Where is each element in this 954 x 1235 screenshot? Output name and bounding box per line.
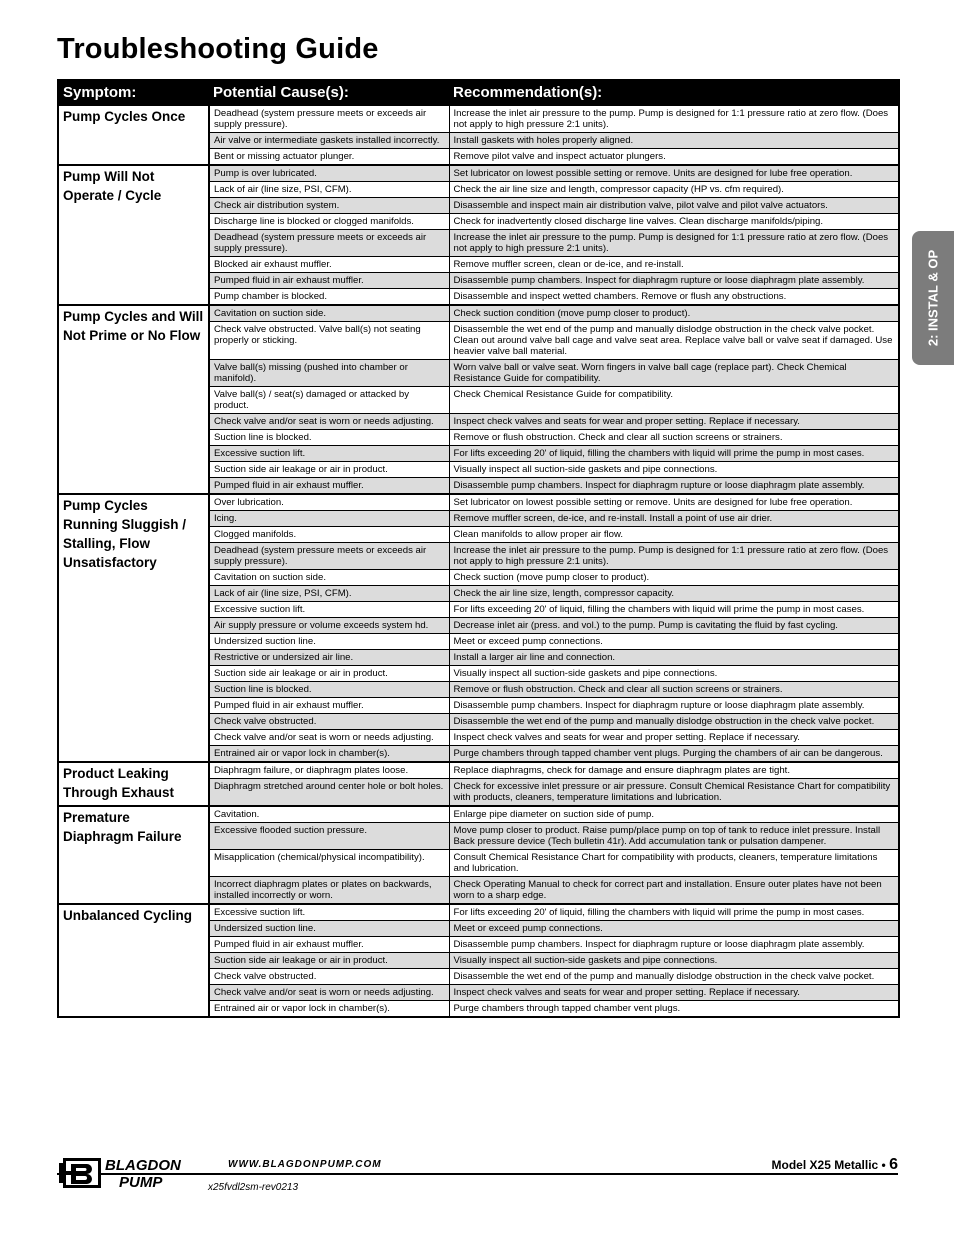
- page-title: Troubleshooting Guide: [57, 33, 379, 65]
- cause-cell: Check valve obstructed. Valve ball(s) not seating properly or sticking.: [209, 322, 449, 360]
- table-header-row: [58, 80, 899, 105]
- recommendation-cell: Install a larger air line and connection.: [449, 650, 899, 666]
- recommendation-cell: Disassemble and inspect main air distribution valve, pilot valve and pilot valve actuators.: [449, 198, 899, 214]
- cause-cell: Entrained air or vapor lock in chamber(s).: [209, 746, 449, 763]
- cause-cell: Suction side air leakage or air in product.: [209, 462, 449, 478]
- cause-cell: Excessive flooded suction pressure.: [209, 823, 449, 850]
- cause-cell: Suction line is blocked.: [209, 430, 449, 446]
- cause-cell: Undersized suction line.: [209, 634, 449, 650]
- recommendation-cell: Meet or exceed pump connections.: [449, 634, 899, 650]
- recommendation-cell: Worn valve ball or valve seat. Worn fingers in valve ball cage (replace part). Check Chemical Resistance Guide for compatibility.: [449, 360, 899, 387]
- cause-cell: Excessive suction lift.: [209, 904, 449, 921]
- cause-cell: Blocked air exhaust muffler.: [209, 257, 449, 273]
- recommendation-cell: Check suction (move pump closer to product).: [449, 570, 899, 586]
- recommendation-cell: Increase the inlet air pressure to the pump. Pump is designed for 1:1 pressure ratio at zero flow. (Does not apply to high pressure 2:1 units).: [449, 543, 899, 570]
- table-row: [58, 105, 899, 133]
- recommendation-cell: Remove pilot valve and inspect actuator plungers.: [449, 149, 899, 166]
- cause-cell: Valve ball(s) missing (pushed into chamber or manifold).: [209, 360, 449, 387]
- recommendation-cell: Visually inspect all suction-side gaskets and pipe connections.: [449, 953, 899, 969]
- cause-cell: Incorrect diaphragm plates or plates on backwards, installed incorrectly or worn.: [209, 877, 449, 905]
- cause-cell: Check valve obstructed.: [209, 969, 449, 985]
- cause-cell: Check air distribution system.: [209, 198, 449, 214]
- cause-cell: Excessive suction lift.: [209, 446, 449, 462]
- cause-cell: Discharge line is blocked or clogged manifolds.: [209, 214, 449, 230]
- cause-cell: Suction side air leakage or air in product.: [209, 666, 449, 682]
- website-link[interactable]: WWW.BLAGDONPUMP.COM: [228, 1159, 382, 1170]
- cause-cell: Pump is over lubricated.: [209, 165, 449, 182]
- recommendation-cell: Remove muffler screen, clean or de-ice, and re-install.: [449, 257, 899, 273]
- cause-cell: Excessive suction lift.: [209, 602, 449, 618]
- recommendation-cell: Enlarge pipe diameter on suction side of pump.: [449, 806, 899, 823]
- model-name: Model X25 Metallic •: [771, 1158, 886, 1172]
- recommendation-cell: For lifts exceeding 20' of liquid, filling the chambers with liquid will prime the pump in most cases.: [449, 904, 899, 921]
- recommendation-cell: Visually inspect all suction-side gaskets and pipe connections.: [449, 666, 899, 682]
- cause-cell: Over lubrication.: [209, 494, 449, 511]
- symptom-cell: Premature Diaphragm Failure: [58, 806, 209, 904]
- cause-cell: Check valve obstructed.: [209, 714, 449, 730]
- section-tab[interactable]: [912, 231, 954, 365]
- recommendation-cell: Set lubricator on lowest possible setting or remove. Units are designed for lube free operation.: [449, 494, 899, 511]
- page-number: 6: [889, 1156, 898, 1173]
- cause-cell: Pumped fluid in air exhaust muffler.: [209, 937, 449, 953]
- cause-header: Potential Cause(s):: [209, 80, 449, 105]
- recommendation-cell: Disassemble pump chambers. Inspect for diaphragm rupture or loose diaphragm plate assembly.: [449, 478, 899, 495]
- symptom-cell: Product Leaking Through Exhaust: [58, 762, 209, 806]
- recommendation-cell: Check Operating Manual to check for correct part and installation. Ensure outer plates have not been worn to a sharp edge.: [449, 877, 899, 905]
- cause-cell: Check valve and/or seat is worn or needs adjusting.: [209, 414, 449, 430]
- recommendation-cell: Check for inadvertently closed discharge line valves. Clean discharge manifolds/piping.: [449, 214, 899, 230]
- cause-cell: Lack of air (line size, PSI, CFM).: [209, 182, 449, 198]
- cause-cell: Pumped fluid in air exhaust muffler.: [209, 273, 449, 289]
- table-row: [58, 305, 899, 322]
- recommendation-cell: Disassemble the wet end of the pump and manually dislodge obstruction in the check valve pocket.: [449, 969, 899, 985]
- cause-cell: Deadhead (system pressure meets or exceeds air supply pressure).: [209, 105, 449, 133]
- recommendation-cell: Inspect check valves and seats for wear and proper setting. Replace if necessary.: [449, 985, 899, 1001]
- troubleshooting-table: [57, 79, 900, 1018]
- cause-cell: Suction line is blocked.: [209, 682, 449, 698]
- blagdon-pump-logo: [57, 1155, 207, 1191]
- cause-cell: Undersized suction line.: [209, 921, 449, 937]
- symptom-cell: Pump Cycles and Will Not Prime or No Flow: [58, 305, 209, 494]
- recommendation-cell: Disassemble the wet end of the pump and manually dislodge obstruction in the check valve pocket. Clean out around valve ball cage and valve seat area. Replace valve ball or valve seat if damaged. Use heavier valve ball material.: [449, 322, 899, 360]
- recommendation-cell: Check suction condition (move pump closer to product).: [449, 305, 899, 322]
- recommendation-cell: Clean manifolds to allow proper air flow.: [449, 527, 899, 543]
- symptom-cell: Unbalanced Cycling: [58, 904, 209, 1017]
- symptom-header: Symptom:: [58, 80, 209, 105]
- cause-cell: Pump chamber is blocked.: [209, 289, 449, 306]
- symptom-cell: Pump Will Not Operate / Cycle: [58, 165, 209, 305]
- recommendation-cell: Disassemble pump chambers. Inspect for diaphragm rupture or loose diaphragm plate assembly.: [449, 698, 899, 714]
- recommendation-cell: Set lubricator on lowest possible setting or remove. Units are designed for lube free operation.: [449, 165, 899, 182]
- cause-cell: Lack of air (line size, PSI, CFM).: [209, 586, 449, 602]
- cause-cell: Cavitation on suction side.: [209, 305, 449, 322]
- cause-cell: Deadhead (system pressure meets or exceeds air supply pressure).: [209, 230, 449, 257]
- cause-cell: Cavitation.: [209, 806, 449, 823]
- document-code: x25fvdl2sm-rev0213: [208, 1182, 299, 1193]
- cause-cell: Deadhead (system pressure meets or exceeds air supply pressure).: [209, 543, 449, 570]
- recommendation-cell: Replace diaphragms, check for damage and ensure diaphragm plates are tight.: [449, 762, 899, 779]
- table-row: [58, 806, 899, 823]
- cause-cell: Misapplication (chemical/physical incompatibility).: [209, 850, 449, 877]
- cause-cell: Pumped fluid in air exhaust muffler.: [209, 478, 449, 495]
- cause-cell: Air valve or intermediate gaskets installed incorrectly.: [209, 133, 449, 149]
- recommendation-cell: Purge chambers through tapped chamber vent plugs.: [449, 1001, 899, 1018]
- recommendation-cell: Disassemble pump chambers. Inspect for diaphragm rupture or loose diaphragm plate assembly.: [449, 937, 899, 953]
- cause-cell: Entrained air or vapor lock in chamber(s).: [209, 1001, 449, 1018]
- cause-cell: Clogged manifolds.: [209, 527, 449, 543]
- recommendation-cell: Check the air line size and length, compressor capacity (HP vs. cfm required).: [449, 182, 899, 198]
- cause-cell: Icing.: [209, 511, 449, 527]
- recommendation-cell: Visually inspect all suction-side gaskets and pipe connections.: [449, 462, 899, 478]
- symptom-cell: Pump Cycles Running Sluggish / Stalling, Flow Unsatisfactory: [58, 494, 209, 762]
- cause-cell: Check valve and/or seat is worn or needs adjusting.: [209, 730, 449, 746]
- recommendation-cell: Move pump closer to product. Raise pump/place pump on top of tank to reduce inlet pressure. Install Back pressure device (Tech bulletin 41r). Add accumulation tank or pulsation dampener.: [449, 823, 899, 850]
- recommendation-cell: Disassemble pump chambers. Inspect for diaphragm rupture or loose diaphragm plate assembly.: [449, 273, 899, 289]
- cause-cell: Diaphragm failure, or diaphragm plates loose.: [209, 762, 449, 779]
- recommendation-cell: Remove or flush obstruction. Check and clear all suction screens or strainers.: [449, 430, 899, 446]
- table-row: [58, 904, 899, 921]
- recommendation-cell: Check the air line size, length, compressor capacity.: [449, 586, 899, 602]
- model-page-label: [772, 1156, 898, 1174]
- recommendation-cell: Install gaskets with holes properly aligned.: [449, 133, 899, 149]
- recommendation-cell: Remove muffler screen, de-ice, and re-install. Install a point of use air drier.: [449, 511, 899, 527]
- recommendation-cell: Inspect check valves and seats for wear and proper setting. Replace if necessary.: [449, 730, 899, 746]
- cause-cell: Air supply pressure or volume exceeds system hd.: [209, 618, 449, 634]
- recommendation-cell: Meet or exceed pump connections.: [449, 921, 899, 937]
- cause-cell: Cavitation on suction side.: [209, 570, 449, 586]
- logo-text-pump: PUMP: [119, 1174, 163, 1191]
- recommendation-cell: Disassemble the wet end of the pump and manually dislodge obstruction in the check valve pocket.: [449, 714, 899, 730]
- recommendation-cell: Consult Chemical Resistance Chart for compatibility with products, cleaners, temperature limitations and lubrication.: [449, 850, 899, 877]
- cause-cell: Check valve and/or seat is worn or needs adjusting.: [209, 985, 449, 1001]
- cause-cell: Pumped fluid in air exhaust muffler.: [209, 698, 449, 714]
- cause-cell: Suction side air leakage or air in product.: [209, 953, 449, 969]
- cause-cell: Diaphragm stretched around center hole or bolt holes.: [209, 779, 449, 807]
- recommendation-cell: For lifts exceeding 20' of liquid, filling the chambers with liquid will prime the pump in most cases.: [449, 602, 899, 618]
- cause-cell: Restrictive or undersized air line.: [209, 650, 449, 666]
- logo-text-blagdon: BLAGDON: [105, 1157, 181, 1174]
- recommendation-cell: Check Chemical Resistance Guide for compatibility.: [449, 387, 899, 414]
- recommendation-cell: Purge chambers through tapped chamber vent plugs. Purging the chambers of air can be dangerous.: [449, 746, 899, 763]
- recommendation-cell: For lifts exceeding 20' of liquid, filling the chambers with liquid will prime the pump in most cases.: [449, 446, 899, 462]
- recommendation-header: Recommendation(s):: [449, 80, 899, 105]
- recommendation-cell: Remove or flush obstruction. Check and clear all suction screens or strainers.: [449, 682, 899, 698]
- table-row: [58, 494, 899, 511]
- cause-cell: Valve ball(s) / seat(s) damaged or attacked by product.: [209, 387, 449, 414]
- recommendation-cell: Check for excessive inlet pressure or air pressure. Consult Chemical Resistance Chart for compatibility with products, cleaners, temperature limitations and lubrication.: [449, 779, 899, 807]
- symptom-cell: Pump Cycles Once: [58, 105, 209, 165]
- table-row: [58, 165, 899, 182]
- recommendation-cell: Inspect check valves and seats for wear and proper setting. Replace if necessary.: [449, 414, 899, 430]
- recommendation-cell: Decrease inlet air (press. and vol.) to the pump. Pump is cavitating the fluid by fast cycling.: [449, 618, 899, 634]
- recommendation-cell: Disassemble and inspect wetted chambers. Remove or flush any obstructions.: [449, 289, 899, 306]
- table-row: [58, 762, 899, 779]
- cause-cell: Bent or missing actuator plunger.: [209, 149, 449, 166]
- section-tab-label: 2: INSTAL & OP: [925, 249, 941, 347]
- recommendation-cell: Increase the inlet air pressure to the pump. Pump is designed for 1:1 pressure ratio at zero flow. (Does not apply to high pressure 2:1 units).: [449, 105, 899, 133]
- recommendation-cell: Increase the inlet air pressure to the pump. Pump is designed for 1:1 pressure ratio at zero flow. (Does not apply to high pressure 2:1 units).: [449, 230, 899, 257]
- table-body: [58, 105, 899, 1017]
